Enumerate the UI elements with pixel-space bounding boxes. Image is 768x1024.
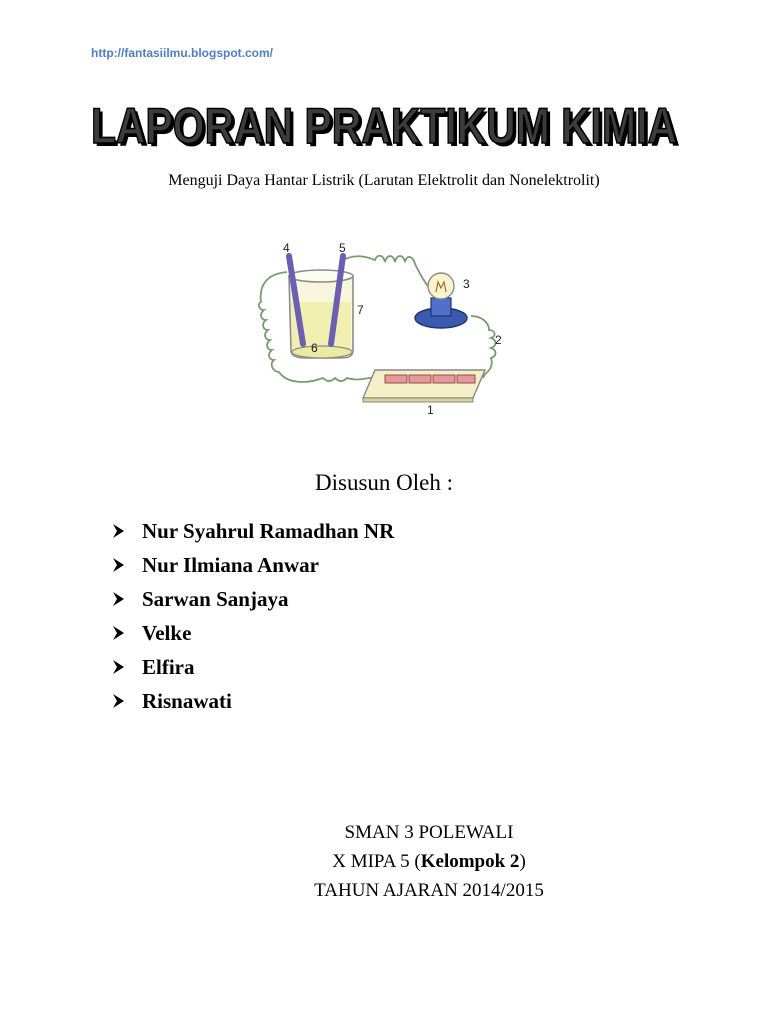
- author-list: [110, 514, 394, 718]
- label-7: 7: [357, 303, 364, 317]
- school-name: SMAN 3 POLEWALI: [344, 822, 514, 843]
- author-name: Velke: [142, 621, 192, 645]
- conductivity-apparatus-illustration: [245, 232, 515, 422]
- class-prefix: X MIPA 5 (: [332, 851, 421, 872]
- lamp-socket: [431, 298, 451, 316]
- group-name: Kelompok 2: [420, 851, 520, 872]
- battery-board-edge: [363, 398, 473, 402]
- beaker-bottom: [292, 346, 352, 358]
- report-title-shadow: LAPORAN PRAKTIKUM KIMIA: [94, 101, 680, 152]
- label-3: 3: [463, 277, 470, 291]
- label-2: 2: [495, 333, 502, 347]
- battery-cell-3: [433, 375, 455, 383]
- author-name: Nur Ilmiana Anwar: [142, 553, 319, 577]
- label-5: 5: [339, 241, 346, 255]
- blog-url-link[interactable]: http://fantasiilmu.blogspot.com/: [91, 46, 273, 60]
- battery-cell-1: [385, 375, 407, 383]
- list-item: [110, 582, 394, 616]
- arrow-bullet-icon: [110, 616, 134, 650]
- lamp-bulb: [428, 273, 454, 299]
- wire-top: [343, 256, 433, 292]
- list-item: [110, 616, 394, 650]
- report-title-text: LAPORAN PRAKTIKUM KIMIA: [91, 98, 677, 152]
- academic-year: TAHUN AJARAN 2014/2015: [314, 880, 544, 901]
- battery-cell-4: [457, 375, 475, 383]
- arrow-bullet-icon: [110, 582, 134, 616]
- class-line: [0, 847, 768, 876]
- label-6: 6: [311, 341, 318, 355]
- wire-right: [471, 316, 496, 378]
- list-item: [110, 650, 394, 684]
- label-4: 4: [283, 241, 290, 255]
- class-suffix: ): [519, 851, 526, 872]
- arrow-bullet-icon: [110, 684, 134, 718]
- list-item: [110, 548, 394, 582]
- arrow-bullet-icon: [110, 650, 134, 684]
- arrow-bullet-icon: [110, 514, 134, 548]
- battery-board: [363, 370, 485, 398]
- list-item: [110, 514, 394, 548]
- author-name: Nur Syahrul Ramadhan NR: [142, 519, 395, 543]
- arrow-bullet-icon: [110, 548, 134, 582]
- report-title: [84, 92, 684, 152]
- report-subtitle: Menguji Daya Hantar Listrik (Larutan Elektrolit dan Nonelektrolit): [168, 172, 600, 189]
- battery-cell-2: [409, 375, 431, 383]
- author-name: Sarwan Sanjaya: [142, 587, 289, 611]
- author-name: Elfira: [142, 655, 195, 679]
- list-item: [110, 684, 394, 718]
- author-name: Risnawati: [142, 689, 232, 713]
- report-footer: [0, 818, 768, 905]
- label-1: 1: [427, 403, 434, 417]
- compiled-by-label: Disusun Oleh :: [315, 470, 453, 495]
